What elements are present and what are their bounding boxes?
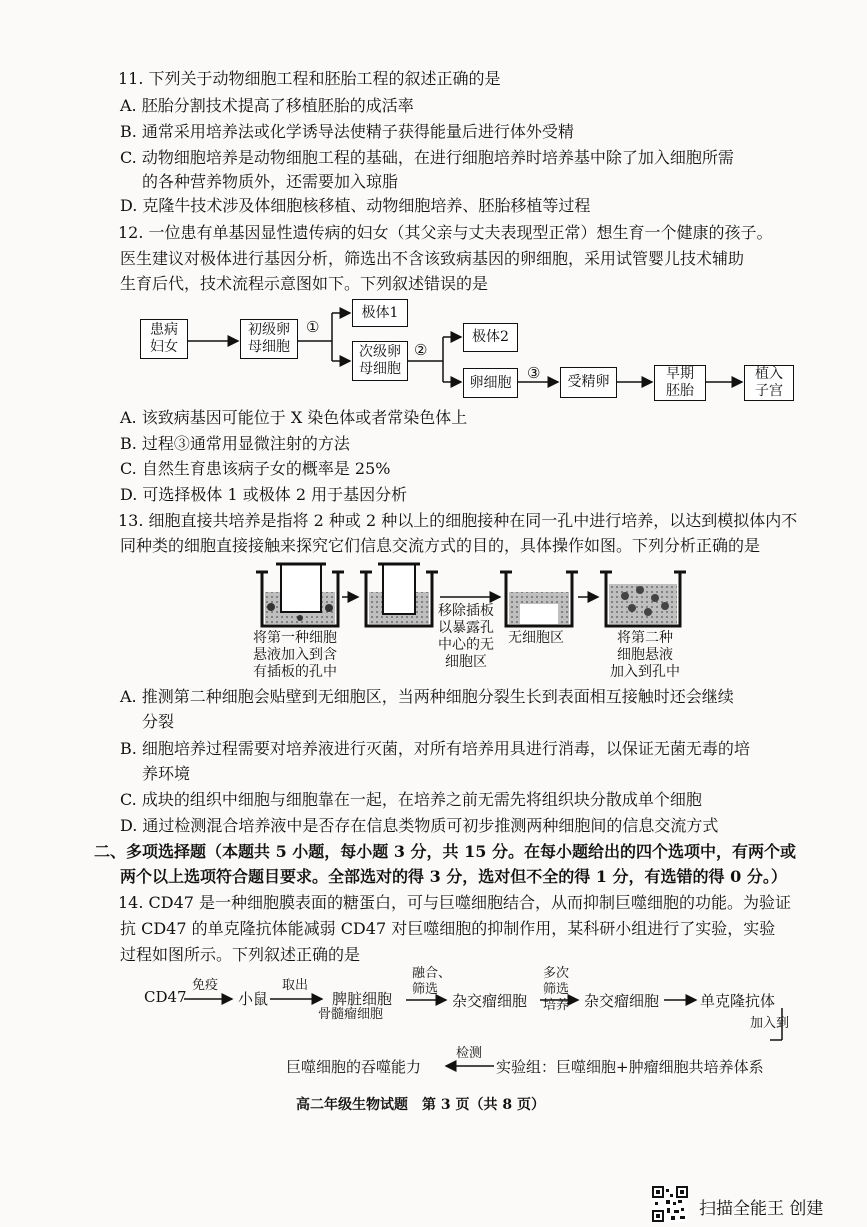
q12-stem-3: 生育后代，技术流程示意图如下。下列叙述错误的是 [120, 274, 489, 293]
q11-option-d: D. 克隆牛技术涉及体细胞核移植、动物细胞培养、胚胎移植等过程 [120, 196, 591, 215]
detect-label: 检测 [456, 1046, 483, 1061]
caption-step-2: 移除插板 以暴露孔 中心的无 细胞区 [438, 603, 494, 670]
qr-code-icon [652, 1186, 688, 1222]
caption-step-3: 无细胞区 [508, 630, 564, 646]
box-primary-oocyte: 初级卵 母细胞 [240, 319, 298, 359]
q14-stem-2: 抗 CD47 的单克隆抗体能减弱 CD47 对巨噬细胞的抑制作用，某科研小组进行了实验，实验 [120, 919, 776, 938]
q11-option-b: B. 通常采用培养法或化学诱导法使精子获得能量后进行体外受精 [120, 122, 574, 141]
q13-option-c: C. 成块的组织中细胞与细胞靠在一起，在培养之前无需先将组织块分散成单个细胞 [120, 790, 702, 809]
take-out-label: 取出 [282, 978, 309, 993]
q11-option-c-cont: 的各种营养物质外，还需要加入琼脂 [142, 172, 399, 191]
q12-stem-2: 医生建议对极体进行基因分析，筛选出不含该致病基因的卵细胞，采用试管婴儿技术辅助 [120, 249, 745, 268]
box-polar-body-1: 极体1 [352, 299, 408, 327]
box-egg-cell: 卵细胞 [463, 368, 518, 398]
add-to-label: 加入到 [750, 1016, 790, 1031]
hybridoma-cells-1: 杂交瘤细胞 [452, 992, 528, 1010]
page-footer: 高二年级生物试题 第 3 页（共 8 页） [296, 1097, 545, 1113]
q13-option-a-cont: 分裂 [142, 712, 175, 731]
cd47-label: CD47 [144, 988, 187, 1006]
box-zygote: 受精卵 [560, 367, 617, 398]
myeloma-cells-label: 骨髓瘤细胞 [318, 1007, 384, 1022]
phagocytosis-ability-label: 巨噬细胞的吞噬能力 [286, 1058, 422, 1076]
section-2-heading-cont: 两个以上选项符合题目要求。全部选对的得 3 分，选对但不全的得 1 分，有选错的得 0 分。） [120, 867, 787, 886]
box-patient: 患病 妇女 [140, 319, 188, 359]
step-1-label: ① [306, 318, 320, 336]
spleen-cells-label: 脾脏细胞 [332, 990, 393, 1008]
hybridoma-cells-2: 杂交瘤细胞 [584, 992, 660, 1010]
step-2-label: ② [414, 341, 428, 359]
caption-step-4: 将第二种 细胞悬液 加入到孔中 [610, 630, 680, 680]
box-early-embryo: 早期 胚胎 [654, 365, 706, 401]
fuse-select-label: 融合、 筛选 [412, 966, 452, 997]
box-implant-uterus: 植入 子宫 [744, 365, 794, 401]
q12-stem-1: 12. 一位患有单基因显性遗传病的妇女（其父亲与丈夫表现型正常）想生育一个健康的孩子。 [118, 223, 773, 242]
q12-option-d: D. 可选择极体 1 或极体 2 用于基因分析 [120, 485, 408, 504]
monoclonal-antibody-label: 单克隆抗体 [700, 992, 776, 1010]
step-3-label: ③ [527, 364, 541, 382]
q13-option-d: D. 通过检测混合培养液中是否存在信息类物质可初步推测两种细胞间的信息交流方式 [120, 816, 719, 835]
scanner-watermark: 扫描全能王 创建 [699, 1199, 824, 1219]
multi-select-culture-label: 多次 筛选 培养 [543, 966, 570, 1013]
q13-option-b: B. 细胞培养过程需要对培养液进行灭菌，对所有培养用具进行消毒，以保证无菌无毒的培 [120, 739, 750, 758]
q13-option-b-cont: 养环境 [142, 764, 191, 783]
q14-stem-1: 14. CD47 是一种细胞膜表面的糖蛋白，可与巨噬细胞结合，从而抑制巨噬细胞的功能。为验证 [118, 893, 792, 912]
section-2-heading: 二、多项选择题（本题共 5 小题，每小题 3 分，共 15 分。在每小题给出的四个选项中，有两个或 [94, 842, 796, 861]
q14-stem-3: 过程如图所示。下列叙述正确的是 [120, 945, 361, 964]
q13-stem-1: 13. 细胞直接共培养是指将 2 种或 2 种以上的细胞接种在同一孔中进行培养，以达到模拟体内不 [118, 511, 798, 530]
q12-option-c: C. 自然生育患该病子女的概率是 25% [120, 459, 391, 478]
q11-option-c: C. 动物细胞培养是动物细胞工程的基础，在进行细胞培养时培养基中除了加入细胞所需 [120, 148, 734, 167]
experiment-group-label: 实验组：巨噬细胞+肿瘤细胞共培养体系 [496, 1058, 764, 1076]
q11-option-a: A. 胚胎分割技术提高了移植胚胎的成活率 [120, 96, 414, 115]
q12-option-a: A. 该致病基因可能位于 X 染色体或者常染色体上 [120, 408, 468, 427]
q11-stem: 11. 下列关于动物细胞工程和胚胎工程的叙述正确的是 [118, 69, 501, 88]
box-secondary-oocyte: 次级卵 母细胞 [352, 341, 408, 381]
box-polar-body-2: 极体2 [463, 323, 518, 352]
q12-option-b: B. 过程③通常用显微注射的方法 [120, 434, 350, 453]
mouse-label: 小鼠 [238, 990, 269, 1008]
immune-label: 免疫 [192, 978, 219, 993]
q13-option-a: A. 推测第二种细胞会贴壁到无细胞区，当两种细胞分裂生长到表面相互接触时还会继续 [120, 687, 734, 706]
caption-step-1: 将第一种细胞 悬液加入到含 有插板的孔中 [253, 630, 337, 680]
q13-stem-2: 同种类的细胞直接接触来探究它们信息交流方式的目的，具体操作如图。下列分析正确的是 [120, 536, 761, 555]
